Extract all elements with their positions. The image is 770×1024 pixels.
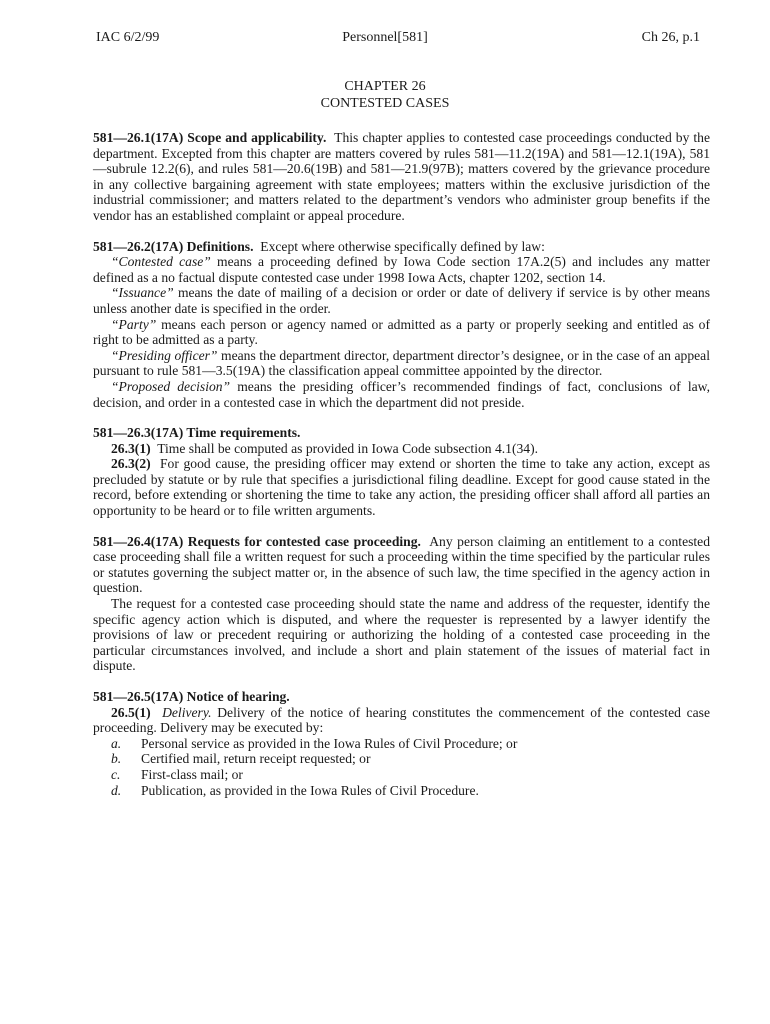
header-left: IAC 6/2/99 — [96, 30, 160, 45]
chapter-title: CONTESTED CASES — [320, 96, 450, 111]
section-heading: 581—26.2(17A) Definitions. — [93, 238, 254, 254]
list-text: Publication, as provided in the Iowa Rules of Civil Procedure. — [141, 782, 479, 798]
list-text: Personal service as provided in the Iowa Rules of Civil Procedure; or — [141, 735, 518, 751]
definition-text: means the date of mailing of a decision or order or date of delivery if service is by other means unless another date is specified in the order. — [93, 285, 710, 316]
list-item — [93, 783, 710, 799]
chapter-heading — [0, 78, 770, 112]
list-text: First-class mail; or — [141, 766, 243, 782]
definition — [93, 317, 710, 348]
list-item — [93, 767, 710, 783]
list-marker: d. — [111, 782, 122, 798]
subrule-text: For good cause, the presiding officer may extend or shorten the time to take any action, except as precluded by statute or by rule that specifies a jurisdictional filing deadline. Except for good cause stated in the record, before extending or shortening the time to take any action, the presiding officer shall afford all parties an opportunity to be heard or to file written arguments. — [93, 456, 711, 519]
header-right: Ch 26, p.1 — [641, 30, 700, 45]
subrule — [93, 441, 710, 457]
section-notice-of-hearing — [93, 689, 710, 798]
definition-term: “Party” — [111, 316, 157, 332]
section-text: Except where otherwise specifically defined by law: — [260, 238, 545, 254]
definition-term: “Contested case” — [111, 254, 211, 270]
section-heading: 581—26.1(17A) Scope and applicability. — [93, 130, 327, 145]
subrule-number: 26.3(2) — [111, 456, 151, 472]
definition — [93, 254, 710, 285]
definition-text: means the presiding officer’s recommended findings of fact, conclusions of law, decision, and order in a contested case in which the department did not preside. — [93, 378, 710, 410]
list-item — [93, 751, 710, 767]
section-requests — [93, 534, 710, 674]
list-marker: a. — [111, 735, 122, 751]
section-heading: 581—26.4(17A) Requests for contested case proceeding. — [93, 533, 421, 549]
definition-term: “Proposed decision” — [111, 378, 231, 394]
definition-term: “Presiding officer” — [111, 347, 218, 363]
section-heading: 581—26.5(17A) Notice of hearing. — [93, 689, 290, 704]
section-heading: 581—26.3(17A) Time requirements. — [93, 425, 301, 441]
definition — [93, 285, 710, 316]
definition-text: means the department director, department director’s designee, or in the case of an appeal pursuant to rule 581—3.5(19A) the classification appeal committee appointed by the director. — [93, 347, 710, 379]
list-item — [93, 736, 710, 752]
section-time-requirements — [93, 425, 710, 519]
subrule-subtitle: Delivery. — [162, 704, 212, 720]
subrule-number: 26.5(1) — [111, 704, 151, 720]
definition-text: means each person or agency named or admitted as a party or properly seeking and entitled as of right to be admitted as a party. — [93, 316, 710, 348]
delivery-methods-list — [93, 736, 710, 798]
subrule-text: Time shall be computed as provided in Iowa Code subsection 4.1(34). — [157, 440, 539, 456]
subrule-text: Delivery of the notice of hearing constitutes the commencement of the contested case proceeding. Delivery may be executed by: — [93, 704, 710, 736]
section-scope — [93, 130, 710, 224]
list-marker: b. — [111, 751, 122, 767]
subrule — [93, 456, 710, 518]
header-center: Personnel[581] — [342, 30, 428, 45]
section-paragraph: The request for a contested case proceeding should state the name and address of the requester, identify the specific agency action which is disputed, and where the requester is represented by a lawyer identify the provisions of law or precedent requiring or authorizing the holding of a contested case proceeding in the particular circumstances involved, and include a short and plain statement of the issues of material fact in dispute. — [93, 596, 710, 674]
chapter-number: CHAPTER 26 — [344, 79, 426, 94]
section-text: Any person claiming an entitlement to a contested case proceeding shall file a written request for such a proceeding within the time specified by the particular rules or statutes governing the subject matter or, in the absence of such law, the time specified in the agency action in question. — [93, 533, 711, 596]
definition — [93, 379, 710, 410]
section-text: This chapter applies to contested case proceedings conducted by the department. Excepted from this chapter are matters covered by rules 581—11.2(19A) and 581—12.1(19A), 581—subrule 12.2(6), and rules 581—20.6(19B) and 581—21.9(97B); matters covered by the grievance procedure in any collective bargaining agreement with state employees; matters within the exclusive jurisdiction of the industrial commissioner; and matters related to the department’s vendors who administer group benefits if the vendor has an established complaint or appeal procedure. — [93, 130, 710, 223]
definition — [93, 348, 710, 379]
section-definitions — [93, 239, 710, 411]
list-text: Certified mail, return receipt requested; or — [141, 751, 371, 767]
definition-term: “Issuance” — [111, 285, 174, 301]
document-body — [93, 130, 710, 813]
subrule-number: 26.3(1) — [111, 440, 151, 456]
definition-text: means a proceeding defined by Iowa Code section 17A.2(5) and includes any matter defined as a no factual dispute contested case under 1998 Iowa Acts, chapter 1202, section 14. — [93, 254, 710, 285]
list-marker: c. — [111, 766, 121, 782]
subrule — [93, 705, 710, 736]
